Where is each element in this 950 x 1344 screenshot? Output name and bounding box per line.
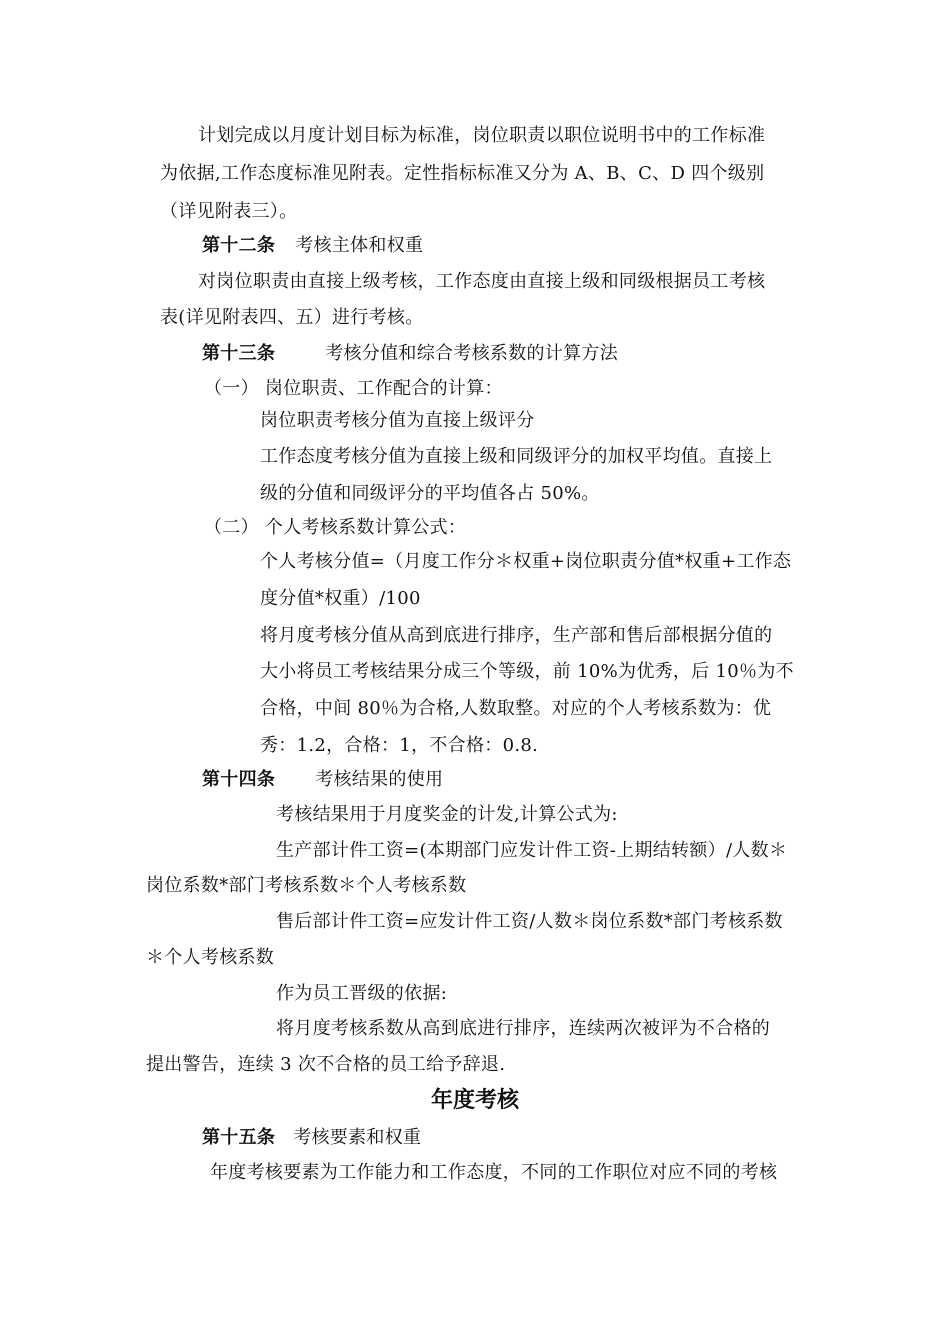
- paragraph-line: 对岗位职责由直接上级考核，工作态度由直接上级和同级根据员工考核: [198, 271, 766, 292]
- paragraph-line: 个人考核分值=（月度工作分＊权重+岗位职责分值*权重+工作态: [260, 551, 792, 572]
- article-title: 考核要素和权重: [293, 1127, 422, 1148]
- paragraph-line: 度分值*权重）/100: [260, 588, 421, 609]
- paragraph-line: 年度考核要素为工作能力和工作态度，不同的工作职位对应不同的考核: [210, 1162, 778, 1183]
- paragraph-line: 将月度考核系数从高到底进行排序，连续两次被评为不合格的: [276, 1018, 771, 1039]
- article-12-heading: [202, 234, 423, 258]
- subsection-heading: （一） 岗位职责、工作配合的计算：: [204, 378, 503, 399]
- paragraph-line: 岗位职责考核分值为直接上级评分: [260, 410, 535, 431]
- paragraph-line: 秀：1.2，合格：1，不合格：0.8.: [260, 735, 539, 756]
- article-13-heading: [202, 342, 618, 366]
- article-number: 第十二条: [202, 235, 276, 256]
- paragraph-line: （详见附表三）。: [160, 201, 298, 222]
- paragraph-line: 大小将员工考核结果分成三个等级，前 10%为优秀，后 10％为不: [260, 661, 794, 682]
- article-14-heading: [202, 768, 443, 792]
- paragraph-line: 为依据,工作态度标准见附表。定性指标标准又分为 A、B、C、D 四个级别: [160, 163, 765, 184]
- article-title: 考核主体和权重: [295, 235, 424, 256]
- article-title: 考核结果的使用: [315, 769, 444, 790]
- article-number: 第十四条: [202, 769, 276, 790]
- paragraph-line: 岗位系数*部门考核系数＊个人考核系数: [146, 875, 467, 896]
- paragraph-line: 级的分值和同级评分的平均值各占 50%。: [260, 483, 600, 504]
- article-title: 考核分值和综合考核系数的计算方法: [325, 343, 619, 364]
- section-title: 年度考核: [430, 1088, 519, 1113]
- subsection-heading: （二） 个人考核系数计算公式：: [204, 517, 467, 538]
- paragraph-line: 考核结果用于月度奖金的计发,计算公式为:: [276, 804, 618, 825]
- paragraph-line: 将月度考核分值从高到底进行排序，生产部和售后部根据分值的: [260, 625, 773, 646]
- paragraph-line: 表(详见附表四、五）进行考核。: [160, 307, 424, 328]
- paragraph-line: 生产部计件工资=(本期部门应发计件工资-上期结转额）/人数＊: [276, 840, 788, 861]
- article-15-heading: [202, 1126, 421, 1150]
- paragraph-line: 计划完成以月度计划目标为标准，岗位职责以职位说明书中的工作标准: [198, 125, 766, 146]
- paragraph-line: 作为员工晋级的依据:: [276, 983, 448, 1004]
- paragraph-line: ＊个人考核系数: [146, 947, 275, 968]
- article-number: 第十五条: [202, 1127, 276, 1148]
- paragraph-line: 售后部计件工资=应发计件工资/人数＊岗位系数*部门考核系数: [276, 911, 783, 932]
- paragraph-line: 提出警告，连续 3 次不合格的员工给予辞退.: [146, 1054, 506, 1075]
- article-number: 第十三条: [202, 343, 276, 364]
- paragraph-line: 工作态度考核分值为直接上级和同级评分的加权平均值。直接上: [260, 446, 773, 467]
- paragraph-line: 合格，中间 80％为合格,人数取整。对应的个人考核系数为：优: [260, 698, 772, 719]
